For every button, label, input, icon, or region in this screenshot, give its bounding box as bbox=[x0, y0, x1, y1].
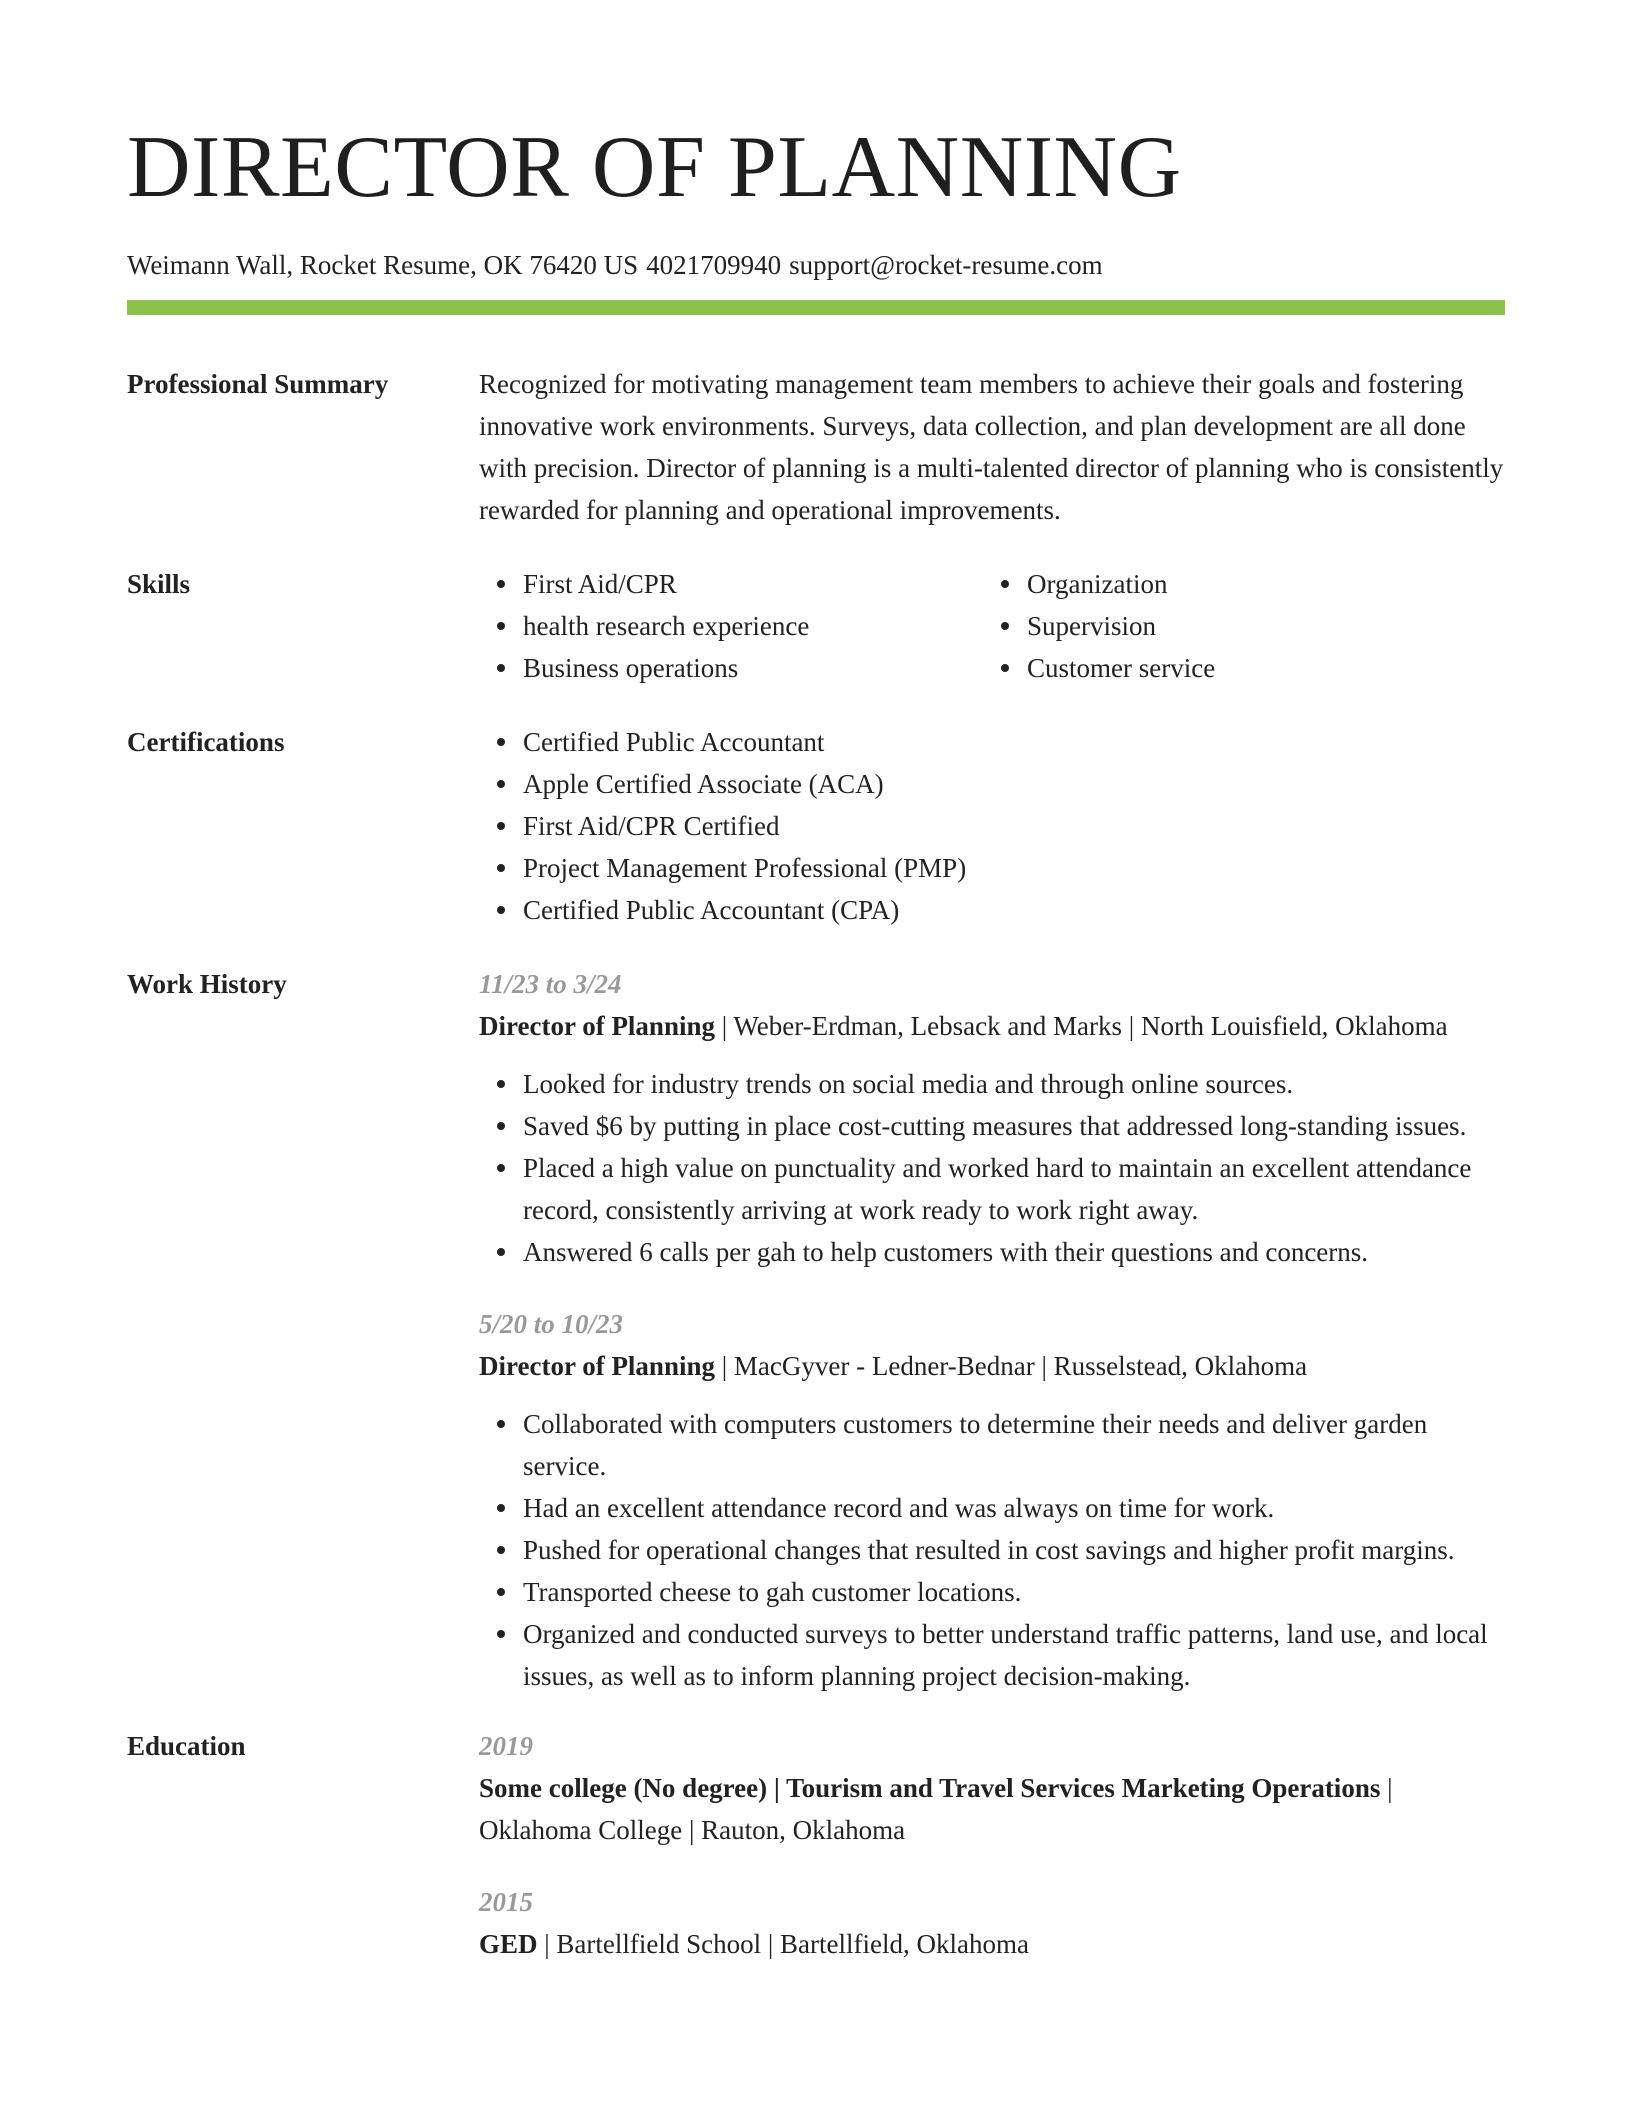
certification-item: First Aid/CPR Certified bbox=[523, 805, 1505, 847]
job-title: Director of Planning bbox=[479, 1351, 715, 1381]
skills-section bbox=[127, 563, 1505, 689]
certification-item: Certified Public Accountant bbox=[523, 721, 1505, 763]
education-degree: GED bbox=[479, 1929, 538, 1959]
job-details: | Weber-Erdman, Lebsack and Marks | North Louisfield, Oklahoma bbox=[715, 1011, 1448, 1041]
job-details: | MacGyver - Ledner-Bednar | Russelstead, Oklahoma bbox=[715, 1351, 1308, 1381]
education-entry bbox=[479, 1881, 1505, 1965]
certification-item: Certified Public Accountant (CPA) bbox=[523, 889, 1505, 931]
header-divider bbox=[127, 300, 1505, 315]
skills-list-right bbox=[983, 563, 1487, 689]
education-entry bbox=[479, 1725, 1505, 1851]
skill-item: Organization bbox=[1027, 563, 1487, 605]
education-degree: Some college (No degree) | Tourism and Travel Services Marketing Operations bbox=[479, 1773, 1381, 1803]
certifications-section bbox=[127, 721, 1505, 931]
work-history-section bbox=[127, 963, 1505, 1697]
job-bullet: Organized and conducted surveys to better understand traffic patterns, land use, and local issues, as well as to inform planning project decision-making. bbox=[523, 1613, 1505, 1697]
job-bullets bbox=[479, 1403, 1505, 1697]
education-year: 2019 bbox=[479, 1731, 533, 1761]
section-label-summary: Professional Summary bbox=[127, 369, 389, 399]
job-entry bbox=[479, 1303, 1505, 1697]
job-dates: 11/23 to 3/24 bbox=[479, 969, 622, 999]
job-entry bbox=[479, 963, 1505, 1273]
job-bullet: Answered 6 calls per gah to help customers with their questions and concerns. bbox=[523, 1231, 1505, 1273]
job-bullet: Transported cheese to gah customer locations. bbox=[523, 1571, 1505, 1613]
job-bullets bbox=[479, 1063, 1505, 1273]
job-bullet: Collaborated with computers customers to determine their needs and deliver garden service. bbox=[523, 1403, 1505, 1487]
education-details: | Bartellfield School | Bartellfield, Oklahoma bbox=[537, 1929, 1029, 1959]
section-label-skills: Skills bbox=[127, 569, 191, 599]
job-bullet: Pushed for operational changes that resulted in cost savings and higher profit margins. bbox=[523, 1529, 1505, 1571]
summary-text: Recognized for motivating management team members to achieve their goals and fostering innovative work environments. Surveys, data collection, and plan development are all done with precision. Director of planning is a multi-talented director of planning who is consistently rewarded for planning and operational improvements. bbox=[479, 369, 1504, 525]
contact-email[interactable]: support@rocket-resume.com bbox=[789, 250, 1103, 280]
job-bullet: Had an excellent attendance record and was always on time for work. bbox=[523, 1487, 1505, 1529]
certification-item: Project Management Professional (PMP) bbox=[523, 847, 1505, 889]
job-title: Director of Planning bbox=[479, 1011, 715, 1041]
skill-item: health research experience bbox=[523, 605, 983, 647]
page-title: DIRECTOR OF PLANNING bbox=[127, 119, 1182, 216]
job-bullet: Saved $6 by putting in place cost-cutting measures that addressed long-standing issues. bbox=[523, 1105, 1505, 1147]
contact-address: Weimann Wall, Rocket Resume, OK 76420 US bbox=[127, 250, 639, 280]
certifications-list bbox=[479, 721, 1505, 931]
job-bullet: Placed a high value on punctuality and worked hard to maintain an excellent attendance record, consistently arriving at work ready to work right away. bbox=[523, 1147, 1505, 1231]
job-bullet: Looked for industry trends on social media and through online sources. bbox=[523, 1063, 1505, 1105]
job-heading bbox=[479, 1005, 1505, 1047]
education-year: 2015 bbox=[479, 1887, 533, 1917]
skill-item: Customer service bbox=[1027, 647, 1487, 689]
contact-line bbox=[127, 248, 1505, 282]
section-label-work-history: Work History bbox=[127, 969, 287, 999]
education-section bbox=[127, 1725, 1505, 1965]
contact-phone: 4021709940 bbox=[646, 250, 782, 280]
skill-item: First Aid/CPR bbox=[523, 563, 983, 605]
certification-item: Apple Certified Associate (ACA) bbox=[523, 763, 1505, 805]
education-details: | Oklahoma College | Rauton, Oklahoma bbox=[479, 1773, 1393, 1845]
education-heading bbox=[479, 1923, 1505, 1965]
summary-section bbox=[127, 363, 1505, 531]
education-heading bbox=[479, 1767, 1505, 1851]
section-label-education: Education bbox=[127, 1731, 246, 1761]
skill-item: Supervision bbox=[1027, 605, 1487, 647]
job-dates: 5/20 to 10/23 bbox=[479, 1309, 624, 1339]
section-label-certifications: Certifications bbox=[127, 727, 285, 757]
skills-list-left bbox=[479, 563, 983, 689]
job-heading bbox=[479, 1345, 1505, 1387]
skill-item: Business operations bbox=[523, 647, 983, 689]
